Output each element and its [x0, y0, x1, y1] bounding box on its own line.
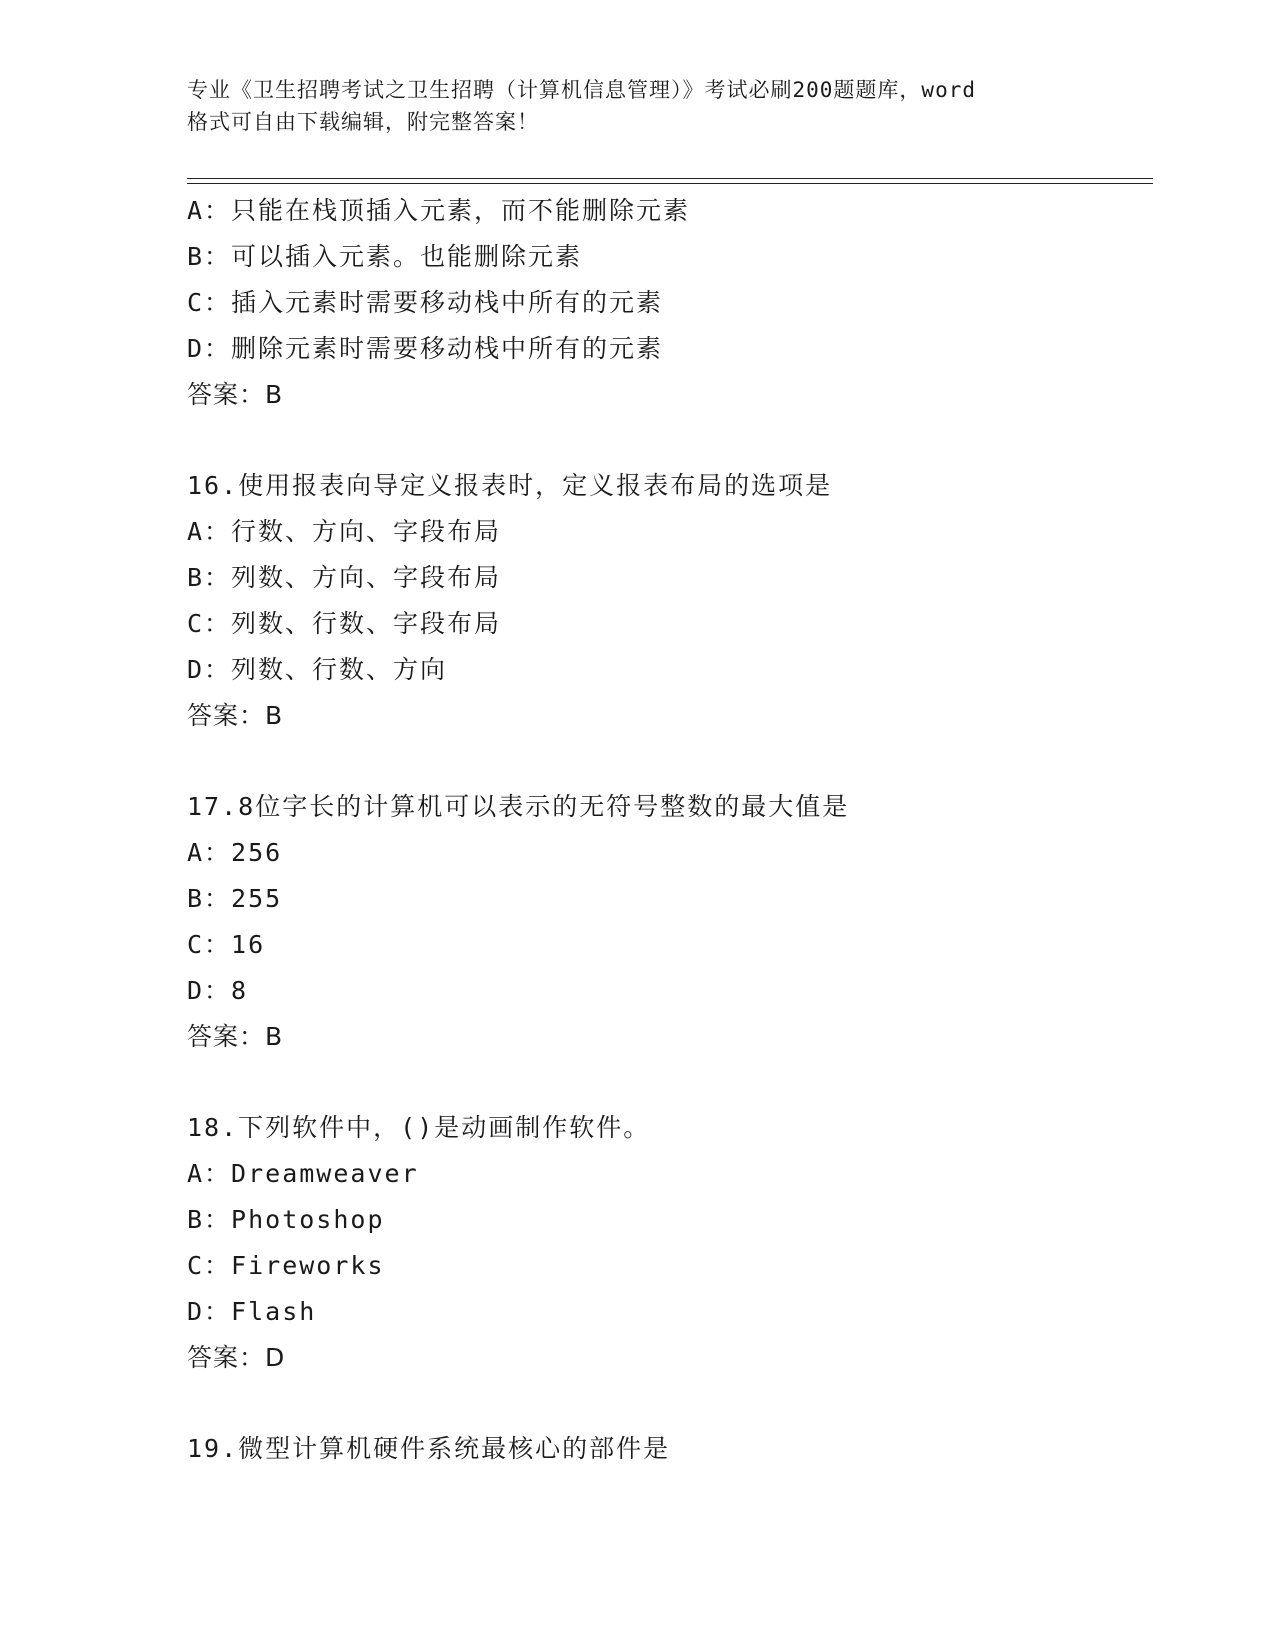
question-19 [187, 1426, 1153, 1472]
option-c: C：列数、行数、字段布局 [187, 609, 502, 638]
question-list [187, 188, 1153, 1472]
header-line-2: 格式可自由下载编辑，附完整答案！ [187, 110, 539, 134]
option-c: C：Fireworks [187, 1251, 385, 1280]
answer: 答案：B [187, 380, 284, 409]
option-a: A：行数、方向、字段布局 [187, 517, 502, 546]
spacer [187, 739, 1153, 784]
option-a: A：256 [187, 838, 283, 867]
option-b: B：可以插入元素。也能删除元素 [187, 242, 583, 271]
option-b: B：列数、方向、字段布局 [187, 563, 502, 592]
answer: 答案：D [187, 1343, 286, 1372]
question-text: 19.微型计算机硬件系统最核心的部件是 [187, 1434, 671, 1463]
spacer [187, 1381, 1153, 1426]
option-a: A：Dreamweaver [187, 1159, 419, 1188]
question-17 [187, 784, 1153, 1060]
option-d: D：删除元素时需要移动栈中所有的元素 [187, 334, 664, 363]
option-a: A：只能在栈顶插入元素，而不能删除元素 [187, 196, 691, 225]
question-text: 17.8位字长的计算机可以表示的无符号整数的最大值是 [187, 792, 850, 821]
option-d: D：列数、行数、方向 [187, 655, 448, 684]
header-line-1: 专业《卫生招聘考试之卫生招聘（计算机信息管理）》考试必刷200题题库，word [187, 78, 976, 102]
question-text: 18.下列软件中，()是动画制作软件。 [187, 1113, 651, 1142]
question-15 [187, 188, 1153, 418]
header-divider-bottom [187, 183, 1153, 184]
option-d: D：Flash [187, 1297, 317, 1326]
option-d: D：8 [187, 976, 249, 1005]
question-18 [187, 1105, 1153, 1381]
answer: 答案：B [187, 1022, 284, 1051]
spacer [187, 1060, 1153, 1105]
option-b: B：Photoshop [187, 1205, 385, 1234]
spacer [187, 418, 1153, 463]
header-divider-top [187, 178, 1153, 179]
option-b: B：255 [187, 884, 283, 913]
question-16 [187, 463, 1153, 739]
document-header [187, 74, 1087, 138]
answer: 答案：B [187, 701, 284, 730]
question-text: 16.使用报表向导定义报表时，定义报表布局的选项是 [187, 471, 833, 500]
option-c: C：16 [187, 930, 266, 959]
option-c: C：插入元素时需要移动栈中所有的元素 [187, 288, 664, 317]
